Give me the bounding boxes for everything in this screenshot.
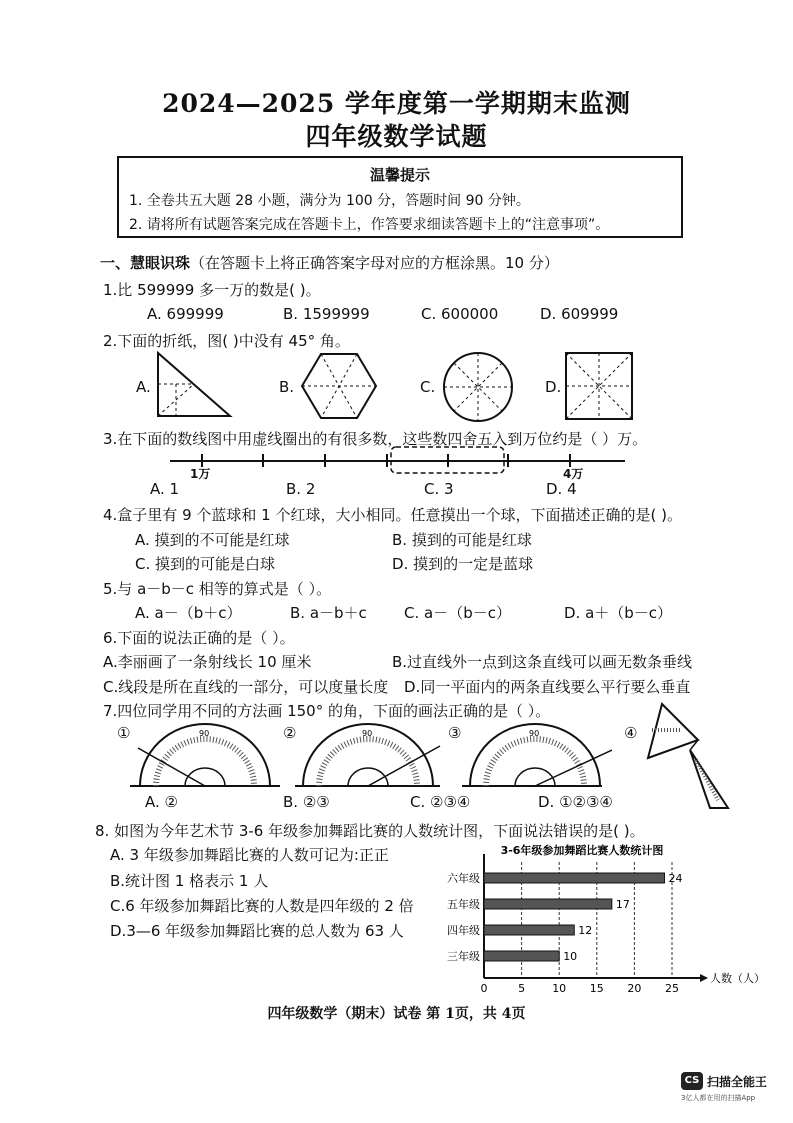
q3-tick-1wan: 1万 (190, 467, 211, 481)
q3-option-c: C. 3 (424, 480, 454, 498)
section-instruction: （在答题卡上将正确答案字母对应的方框涂黑。10 分） (190, 254, 559, 272)
exam-subtitle: 四年级数学试题 (305, 122, 488, 151)
q6-option-d: D.同一平面内的两条直线要么平行要么垂直 (404, 678, 691, 696)
q7-option-b: B. ②③ (283, 793, 330, 811)
q6-option-c: C.线段是所在直线的一部分，可以度量长度 (103, 678, 389, 696)
scanner-watermark (681, 1072, 767, 1103)
q4-option-c: C. 摸到的可能是白球 (135, 555, 276, 573)
q5-option-d: D. a＋（b－c） (564, 604, 673, 622)
chart-x-tick-label: 10 (552, 982, 567, 995)
q8-option-c: C.6 年级参加舞蹈比赛的人数是四年级的 2 倍 (110, 897, 414, 915)
q4-option-b: B. 摸到的可能是红球 (392, 531, 532, 549)
chart-x-tick-label: 20 (627, 982, 642, 995)
q5-option-b: B. a－b＋c (290, 604, 367, 622)
chart-x-axis-arrow (700, 974, 708, 982)
q4-option-a: A. 摸到的不可能是红球 (135, 531, 290, 549)
q7-option-a: A. ② (145, 793, 178, 811)
q1-option-a: A. 699999 (147, 305, 224, 323)
tip-line-1: 1. 全卷共五大题 28 小题，满分为 100 分，答题时间 90 分钟。 (129, 193, 530, 209)
chart-value-label: 24 (668, 872, 683, 885)
q7-option-c: C. ②③④ (410, 793, 471, 811)
q3-option-d: D. 4 (546, 480, 577, 498)
triangle-rulers-drawing (640, 700, 735, 812)
tips-box (117, 156, 683, 238)
chart-bar (484, 899, 612, 909)
chart-value-label: 10 (563, 950, 578, 963)
q5-option-c: C. a－（b－c） (404, 604, 511, 622)
q5-stem: 5.与 a－b－c 相等的算式是（ ）。 (103, 580, 332, 598)
chart-bar (484, 925, 574, 935)
folded-square-figure (560, 349, 640, 425)
q7-stem: 7.四位同学用不同的方法画 150° 的角，下面的画法正确的是（ ）。 (103, 702, 551, 720)
q3-tick-4wan: 4万 (563, 467, 584, 481)
q8-option-b: B.统计图 1 格表示 1 人 (110, 872, 269, 890)
scanner-tagline: 3亿人都在用的扫描App (681, 1094, 756, 1102)
folded-triangle-figure (150, 350, 240, 420)
chart-value-label: 17 (615, 898, 630, 911)
q5-option-a: A. a－（b＋c） (135, 604, 242, 622)
q2-option-b: B. (279, 378, 295, 396)
chart-x-tick-label: 15 (589, 982, 604, 995)
protractor-drawing-2 (295, 720, 445, 790)
folded-hexagon-figure (296, 350, 386, 422)
chart-x-tick-label: 5 (518, 982, 526, 995)
q3-option-a: A. 1 (150, 480, 180, 498)
q8-option-d: D.3—6 年级参加舞蹈比赛的总人数为 63 人 (110, 922, 404, 940)
dance-participants-bar-chart (432, 840, 782, 1002)
q1-stem: 1.比 599999 多一万的数是( )。 (103, 281, 321, 299)
q8-stem: 8. 如图为今年艺术节 3-6 年级参加舞蹈比赛的人数统计图，下面说法错误的是( )。 (95, 822, 645, 840)
section-label: 一、慧眼识珠 (100, 254, 191, 272)
q2-stem: 2.下面的折纸，图( )中没有 45° 角。 (103, 332, 350, 350)
chart-x-tick-label: 25 (665, 982, 679, 995)
q1-option-d: D. 609999 (540, 305, 619, 323)
q4-stem: 4.盒子里有 9 个蓝球和 1 个红球，大小相同。任意摸出一个球，下面描述正确的是( )。 (103, 506, 682, 524)
chart-bar (484, 951, 559, 961)
q7-label-2: ② (283, 724, 297, 742)
protractor-drawing-3 (462, 720, 612, 790)
folded-circle-figure (438, 349, 518, 425)
chart-category-label: 六年级 (447, 872, 480, 885)
chart-title: 3-6年级参加舞蹈比赛人数统计图 (500, 844, 664, 857)
protractor-scale-90: 90 (199, 729, 210, 738)
chart-category-label: 五年级 (447, 898, 480, 911)
tips-heading: 温馨提示 (369, 166, 430, 184)
camscanner-logo-icon: CS (681, 1072, 703, 1090)
protractor-drawing-1 (130, 720, 280, 790)
q6-option-b: B.过直线外一点到这条直线可以画无数条垂线 (392, 653, 693, 671)
q8-option-a: A. 3 年级参加舞蹈比赛的人数可记为:正正 (110, 846, 389, 864)
q2-option-c: C. (420, 378, 436, 396)
q3-stem: 3.在下面的数线图中用虚线圈出的有很多数，这些数四舍五入到万位约是（ ）万。 (103, 430, 648, 448)
protractor-scale-90: 90 (362, 729, 373, 738)
chart-category-label: 四年级 (447, 924, 480, 937)
chart-value-label: 12 (578, 924, 593, 937)
tip-line-2: 2. 请将所有试题答案完成在答题卡上，作答要求细读答题卡上的“注意事项”。 (129, 217, 610, 233)
scanner-app-name: 扫描全能王 (707, 1074, 768, 1089)
q2-option-a: A. (136, 378, 151, 396)
q6-stem: 6.下面的说法正确的是（ ）。 (103, 629, 295, 647)
q4-option-d: D. 摸到的一定是蓝球 (392, 555, 534, 573)
q7-label-4: ④ (624, 724, 638, 742)
chart-x-axis-label: 人数（人） (710, 972, 765, 985)
q6-option-a: A.李丽画了一条射线长 10 厘米 (103, 653, 312, 671)
q1-option-b: B. 1599999 (283, 305, 370, 323)
q7-label-1: ① (117, 724, 131, 742)
protractor-scale-90: 90 (529, 729, 540, 738)
chart-category-label: 三年级 (447, 950, 480, 963)
chart-bar (484, 873, 664, 883)
exam-title: 2024—2025 学年度第一学期期末监测 (162, 89, 631, 118)
chart-x-tick-label: 0 (480, 982, 488, 995)
q7-label-3: ③ (448, 724, 462, 742)
q1-option-c: C. 600000 (421, 305, 499, 323)
q2-option-d: D. (545, 378, 562, 396)
q3-option-b: B. 2 (286, 480, 316, 498)
q7-option-d: D. ①②③④ (538, 793, 613, 811)
page-footer: 四年级数学（期末）试卷 第 1页，共 4页 (267, 1006, 526, 1022)
